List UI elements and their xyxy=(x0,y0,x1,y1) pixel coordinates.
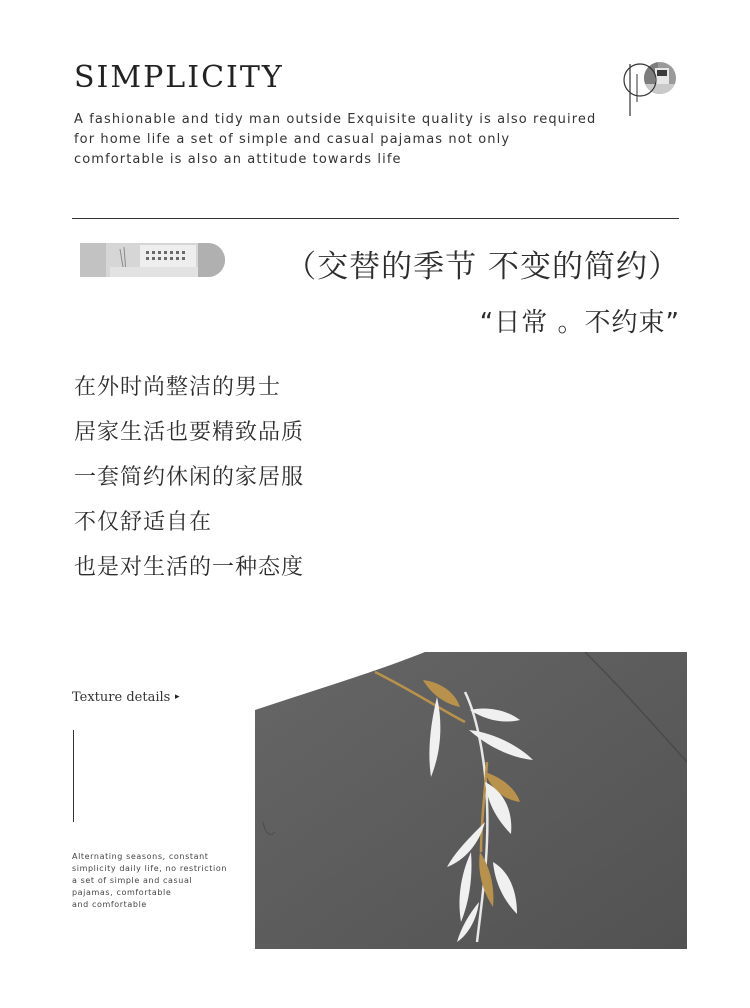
section-divider xyxy=(72,218,679,219)
vertical-rule xyxy=(73,730,74,822)
texture-caption-line: and comfortable xyxy=(72,900,147,909)
texture-caption-line: Alternating seasons, constant xyxy=(72,852,209,861)
poem-line: 一套简约休闲的家居服 xyxy=(74,465,305,490)
interior-thumbnail-image xyxy=(80,243,225,277)
embroidered-fabric-image xyxy=(255,652,687,949)
texture-details-label: Texture details xyxy=(72,690,171,705)
circle-line-logo-icon xyxy=(614,56,680,122)
intro-text-line: for home life a set of simple and casual pajamas not only xyxy=(74,132,511,147)
intro-text-line: comfortable is also an attitude towards life xyxy=(74,152,402,167)
poem-line: 也是对生活的一种态度 xyxy=(74,555,305,580)
poem-line: 居家生活也要精致品质 xyxy=(74,420,305,445)
texture-caption-line: simplicity daily life, no restriction xyxy=(72,864,227,873)
intro-text-line: A fashionable and tidy man outside Exquisite quality is also required xyxy=(74,112,597,127)
chinese-slogan-heading: （交替的季节 不变的简约） xyxy=(285,249,680,285)
play-arrow-icon: ▸ xyxy=(175,692,180,702)
page-title: SIMPLICITY xyxy=(74,60,284,95)
texture-caption-line: pajamas, comfortable xyxy=(72,888,172,897)
chinese-slogan-subheading: “日常 。不约束” xyxy=(479,308,680,338)
poem-line: 不仅舒适自在 xyxy=(74,510,213,535)
texture-caption-line: a set of simple and casual xyxy=(72,876,193,885)
poem-line: 在外时尚整洁的男士 xyxy=(74,375,282,400)
